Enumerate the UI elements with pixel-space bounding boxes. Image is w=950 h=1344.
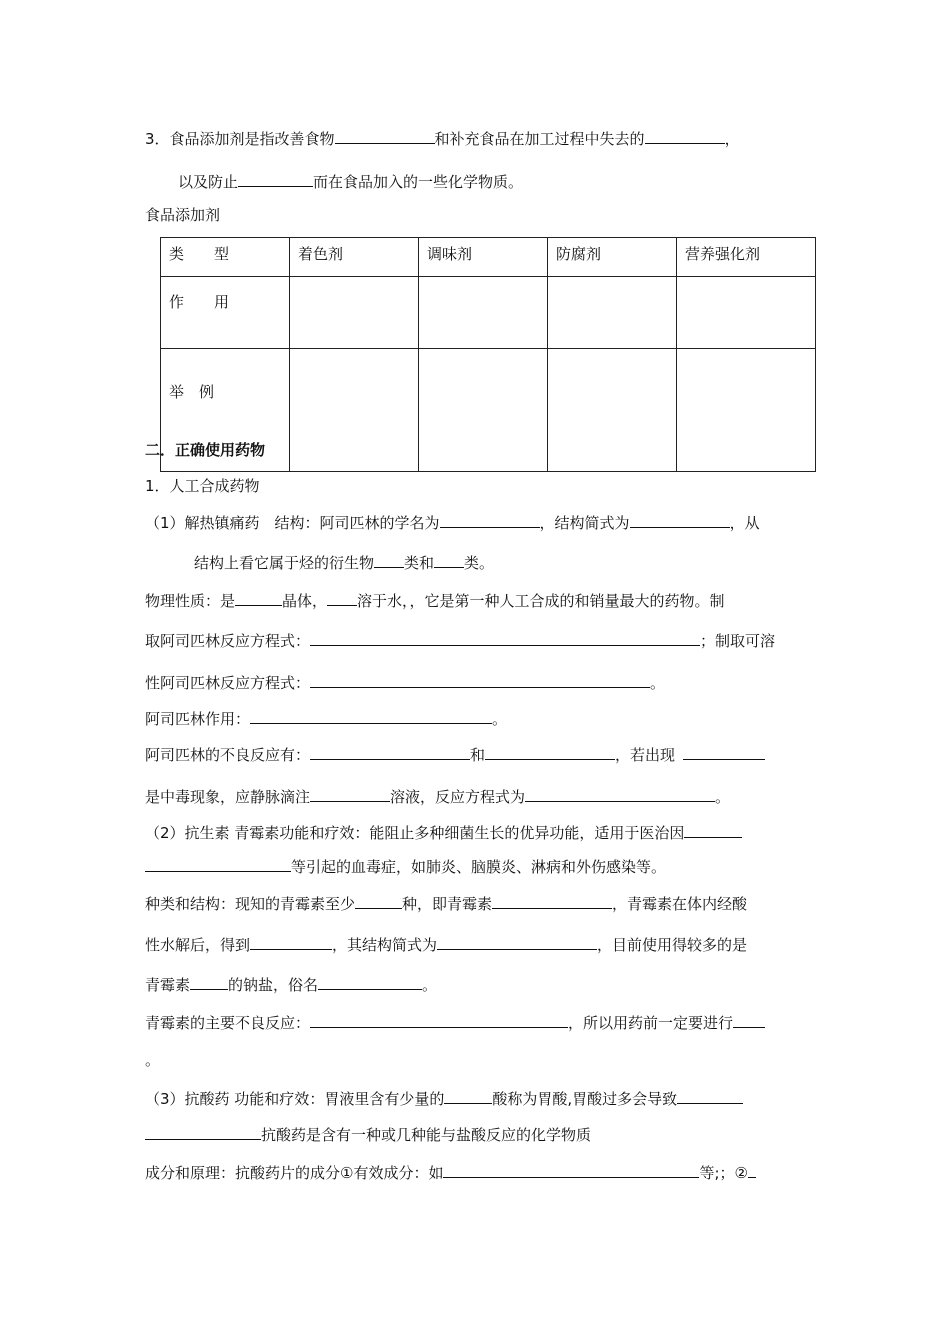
antibiotic-line1: （2）抗生素 青霉素功能和疗效：能阻止多种细菌生长的优异功能，适用于医治因 bbox=[145, 822, 742, 843]
blank[interactable] bbox=[374, 552, 404, 568]
antibiotic-line7: 。 bbox=[145, 1051, 161, 1069]
table-cell[interactable] bbox=[677, 349, 816, 472]
antibiotic-line5: 青霉素 的钠盐，俗名 。 bbox=[145, 976, 438, 994]
blank[interactable] bbox=[485, 744, 615, 760]
subsection-title: 1．人工合成药物 bbox=[145, 477, 260, 495]
table-header-flavoring: 调味剂 bbox=[419, 238, 548, 277]
table-cell[interactable] bbox=[548, 349, 677, 472]
blank[interactable] bbox=[355, 893, 402, 909]
blank[interactable] bbox=[190, 974, 228, 990]
blank[interactable] bbox=[145, 1124, 261, 1140]
blank[interactable] bbox=[310, 1012, 568, 1028]
blank[interactable] bbox=[327, 590, 357, 606]
blank[interactable] bbox=[310, 786, 390, 802]
blank[interactable] bbox=[683, 744, 765, 760]
antibiotic-line2: 等引起的血毒症，如肺炎、脑膜炎、淋病和外伤感染等。 bbox=[145, 856, 666, 877]
table-row-label-example: 举 例 bbox=[161, 349, 290, 472]
antibiotic-line4: 性水解后，得到 ，其结构简式为 ，目前使用得较多的是 bbox=[145, 936, 748, 954]
table-cell[interactable] bbox=[290, 349, 419, 472]
aspirin-line5: 性阿司匹林反应方程式： 。 bbox=[145, 674, 666, 692]
section-title: 二．正确使用药物 bbox=[145, 441, 266, 459]
blank[interactable] bbox=[645, 128, 725, 144]
table-header-nutrient: 营养强化剂 bbox=[677, 238, 816, 277]
antacid-line2: 抗酸药是含有一种或几种能与盐酸反应的化学物质 bbox=[145, 1124, 591, 1145]
aspirin-line3: 物理性质：是 晶体， 溶于水，，它是第一种人工合成的和销量最大的药物。制 bbox=[145, 592, 725, 610]
aspirin-line4: 取阿司匹林反应方程式： ；制取可溶 bbox=[145, 632, 776, 650]
blank[interactable] bbox=[677, 1088, 743, 1104]
table-header-colorant: 着色剂 bbox=[290, 238, 419, 277]
blank[interactable] bbox=[310, 744, 470, 760]
aspirin-line8: 是中毒现象，应静脉滴注 溶液，反应方程式为 。 bbox=[145, 788, 731, 806]
blank[interactable] bbox=[733, 1012, 765, 1028]
antacid-line1: （3）抗酸药 功能和疗效：胃液里含有少量的 酸称为胃酸,胃酸过多会导致 bbox=[145, 1088, 743, 1109]
blank[interactable] bbox=[250, 934, 332, 950]
blank[interactable] bbox=[318, 974, 422, 990]
blank[interactable] bbox=[250, 708, 492, 724]
table-cell[interactable] bbox=[548, 277, 677, 349]
blank[interactable] bbox=[630, 512, 730, 528]
food-additive-table bbox=[160, 237, 816, 472]
table-cell[interactable] bbox=[290, 277, 419, 349]
blank[interactable] bbox=[235, 590, 282, 606]
blank[interactable] bbox=[444, 1088, 492, 1104]
blank[interactable] bbox=[310, 672, 650, 688]
blank[interactable] bbox=[748, 1162, 756, 1178]
blank[interactable] bbox=[335, 128, 435, 144]
blank[interactable] bbox=[525, 786, 715, 802]
antacid-line3: 成分和原理：抗酸药片的成分①有效成分：如 等;；② bbox=[145, 1162, 756, 1183]
item3-line2: 以及防止 而在食品加入的一些化学物质。 bbox=[178, 173, 524, 191]
antibiotic-line6: 青霉素的主要不良反应： ，所以用药前一定要进行 bbox=[145, 1012, 765, 1033]
aspirin-line2: 结构上看它属于烃的衍生物 类和 类。 bbox=[194, 554, 495, 572]
item3-line1: 3．食品添加剂是指改善食物 和补充食品在加工过程中失去的 ， bbox=[145, 130, 740, 148]
blank[interactable] bbox=[492, 893, 612, 909]
blank[interactable] bbox=[440, 512, 540, 528]
blank[interactable] bbox=[238, 171, 313, 187]
aspirin-line1: （1）解热镇痛药 结构：阿司匹林的学名为 ，结构简式为 ，从 bbox=[145, 514, 760, 532]
blank[interactable] bbox=[434, 552, 464, 568]
blank[interactable] bbox=[443, 1162, 699, 1178]
table-header-preservative: 防腐剂 bbox=[548, 238, 677, 277]
table-row-label-function: 作 用 bbox=[161, 277, 290, 349]
table-cell[interactable] bbox=[419, 349, 548, 472]
table-caption: 食品添加剂 bbox=[145, 206, 221, 224]
antibiotic-line3: 种类和结构：现知的青霉素至少 种，即青霉素 ，青霉素在体内经酸 bbox=[145, 895, 748, 913]
table-header-type: 类 型 bbox=[161, 238, 290, 277]
table-cell[interactable] bbox=[419, 277, 548, 349]
aspirin-line6: 阿司匹林作用： 。 bbox=[145, 710, 508, 728]
blank[interactable] bbox=[310, 630, 700, 646]
blank[interactable] bbox=[437, 934, 597, 950]
table-cell[interactable] bbox=[677, 277, 816, 349]
blank[interactable] bbox=[684, 822, 742, 838]
blank[interactable] bbox=[145, 856, 291, 872]
aspirin-line7: 阿司匹林的不良反应有： 和 ，若出现 bbox=[145, 744, 765, 765]
